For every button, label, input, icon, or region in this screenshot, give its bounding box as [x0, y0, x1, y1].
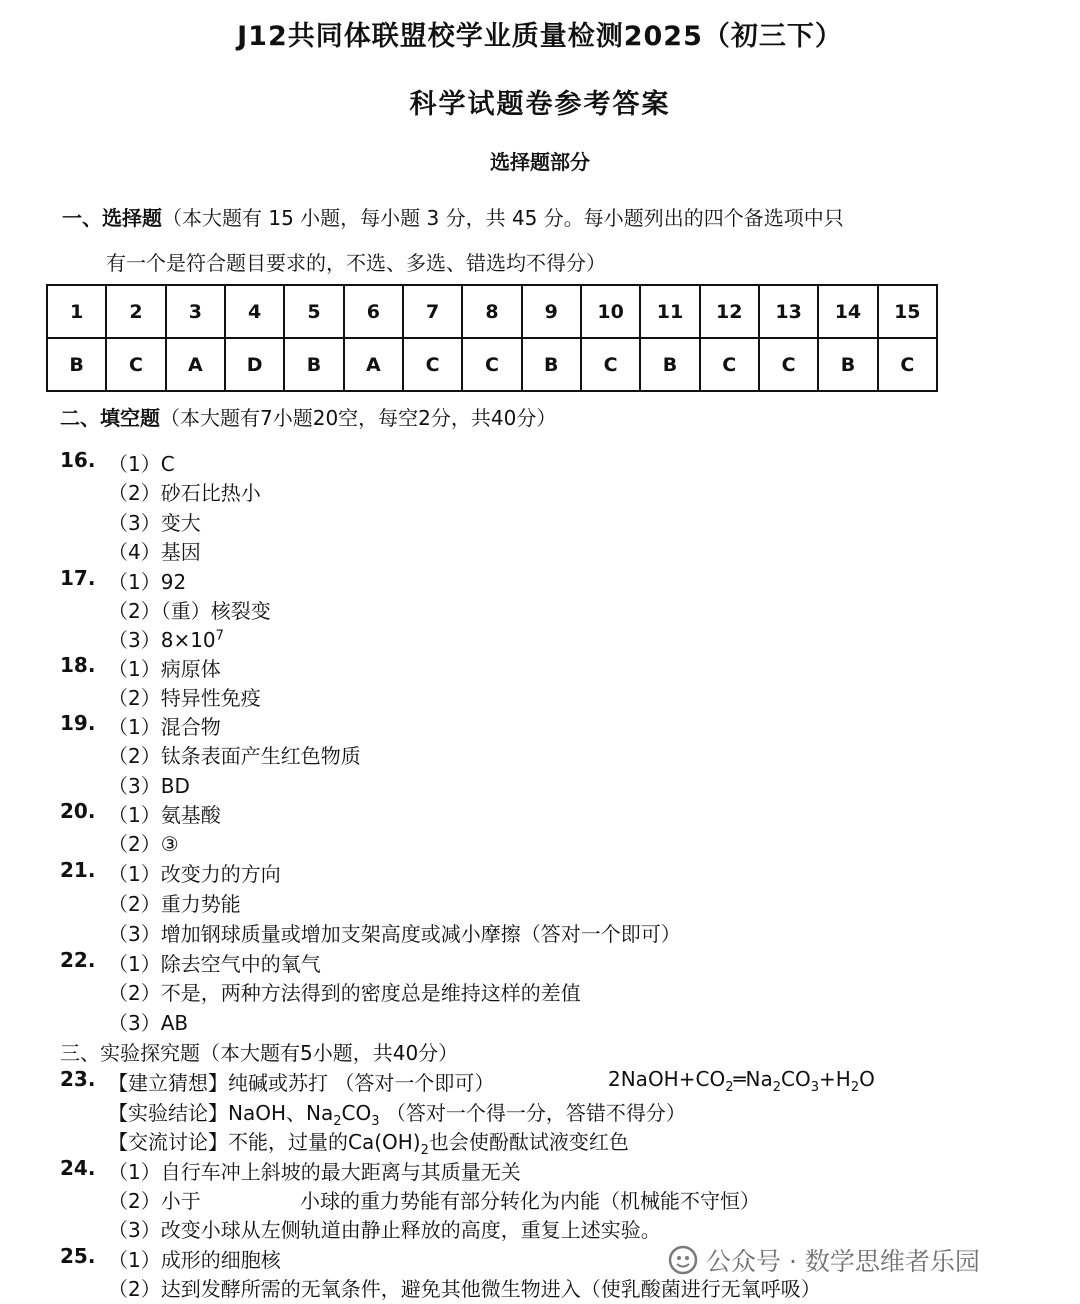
part-title: 选择题部分	[490, 150, 590, 174]
watermark-text: 公众号 · 数学思维者乐园	[706, 1247, 980, 1276]
section-2-note: （本大题有7小题20空，每空2分，共40分）	[160, 406, 557, 430]
answer-text: （1）成形的细胞核	[108, 1248, 281, 1272]
question-number: 12	[700, 285, 759, 338]
answer-text: （3）AB	[108, 1011, 189, 1035]
question-number-label: 18.	[60, 653, 96, 677]
answer-cell: B	[47, 338, 106, 391]
answer-text: （2）钛条表面产生红色物质	[108, 744, 361, 768]
answer-cell: A	[344, 338, 403, 391]
question-number: 10	[581, 285, 640, 338]
section-3-heading: 三、实验探究题	[60, 1041, 200, 1065]
answer-text: （1）病原体	[108, 657, 221, 681]
question-number: 8	[462, 285, 521, 338]
answer-text: （1）92	[108, 570, 187, 594]
answer-text: （2）小于	[108, 1189, 201, 1213]
answer-text: （2）达到发酵所需的无氧条件，避免其他微生物进入（使乳酸菌进行无氧呼吸）	[108, 1277, 821, 1301]
answer-text: （1）混合物	[108, 715, 221, 739]
answer-text: （3）改变小球从左侧轨道由静止释放的高度，重复上述实验。	[108, 1218, 661, 1242]
answer-cell: B	[522, 338, 581, 391]
question-number-label: 24.	[60, 1156, 96, 1180]
answer-text: （2）（重）核裂变	[108, 599, 271, 623]
answer-cell: A	[166, 338, 225, 391]
answer-cell: C	[878, 338, 937, 391]
answer-text: （1）氨基酸	[108, 803, 221, 827]
answer-cell: C	[581, 338, 640, 391]
answer-text: （4）基因	[108, 540, 201, 564]
question-number: 2	[106, 285, 165, 338]
question-number: 9	[522, 285, 581, 338]
watermark	[668, 1240, 980, 1280]
question-number-label: 16.	[60, 448, 96, 472]
document-title: J12共同体联盟校学业质量检测2025（初三下）	[237, 21, 843, 52]
question-number: 1	[47, 285, 106, 338]
answer-text: 【实验结论】NaOH、$Na_2CO_3$ （答对一个得一分，答错不得分）	[108, 1101, 686, 1129]
question-number-label: 17.	[60, 566, 96, 590]
question-number: 3	[166, 285, 225, 338]
answer-text: 小球的重力势能有部分转化为内能（机械能不守恒）	[300, 1189, 760, 1213]
question-number: 14	[818, 285, 877, 338]
answer-text: 【交流讨论】不能，过量的$Ca(OH)_2$也会使酚酞试液变红色	[108, 1130, 629, 1158]
answer-text: 【建立猜想】纯碱或苏打 （答对一个即可）	[108, 1071, 495, 1095]
section-1-intro	[62, 196, 962, 286]
answer-cell: C	[462, 338, 521, 391]
answer-cell: C	[700, 338, 759, 391]
answer-text: （1）除去空气中的氧气	[108, 952, 321, 976]
answer-text: （1）C	[108, 452, 175, 476]
question-number-label: 25.	[60, 1244, 96, 1268]
multiple-choice-answer-table	[46, 284, 938, 392]
answer-cell: C	[759, 338, 818, 391]
question-number-label: 19.	[60, 711, 96, 735]
question-number: 7	[403, 285, 462, 338]
document-subtitle: 科学试题卷参考答案	[409, 89, 671, 120]
answer-cell: C	[403, 338, 462, 391]
question-number: 5	[284, 285, 343, 338]
answer-cell: B	[284, 338, 343, 391]
section-3-note: （本大题有5小题，共40分）	[200, 1041, 459, 1065]
answer-text: （3）BD	[108, 774, 190, 798]
question-number: 11	[640, 285, 699, 338]
question-number-row	[47, 285, 937, 338]
section-2-heading: 二、填空题	[60, 406, 160, 430]
question-number: 6	[344, 285, 403, 338]
section-1-line1: （本大题有 15 小题，每小题 3 分，共 45 分。每小题列出的四个备选项中只	[162, 206, 844, 230]
answer-text: （3）增加钢球质量或增加支架高度或减小摩擦（答对一个即可）	[108, 922, 681, 946]
answer-text: （2）不是，两种方法得到的密度总是维持这样的差值	[108, 981, 581, 1005]
chemical-equation: $2NaOH+CO_2═Na_2CO_3+H_2O$	[608, 1067, 875, 1095]
answer-cell: B	[818, 338, 877, 391]
question-number-label: 21.	[60, 858, 96, 882]
section-1-heading: 一、选择题	[62, 206, 162, 230]
answer-cell: B	[640, 338, 699, 391]
section-1-line2: 有一个是符合题目要求的，不选、多选、错选均不得分）	[106, 251, 606, 275]
answer-text: （2）重力势能	[108, 892, 241, 916]
question-number-label: 20.	[60, 799, 96, 823]
question-number: 4	[225, 285, 284, 338]
answer-text: $(3)8\times 10^7$	[108, 628, 224, 652]
answer-text: （2）特异性免疫	[108, 686, 261, 710]
answer-text: （2）③	[108, 832, 179, 856]
answer-cell: C	[106, 338, 165, 391]
question-number-label: 23.	[60, 1067, 96, 1091]
answer-row	[47, 338, 937, 391]
answer-cell: D	[225, 338, 284, 391]
wechat-official-account-icon	[668, 1245, 698, 1275]
answer-text: （2）砂石比热小	[108, 481, 261, 505]
answer-text: （1）改变力的方向	[108, 862, 281, 886]
question-number: 13	[759, 285, 818, 338]
question-number: 15	[878, 285, 937, 338]
answer-text: （3）变大	[108, 511, 201, 535]
question-number-label: 22.	[60, 948, 96, 972]
answer-text: （1）自行车冲上斜坡的最大距离与其质量无关	[108, 1160, 521, 1184]
